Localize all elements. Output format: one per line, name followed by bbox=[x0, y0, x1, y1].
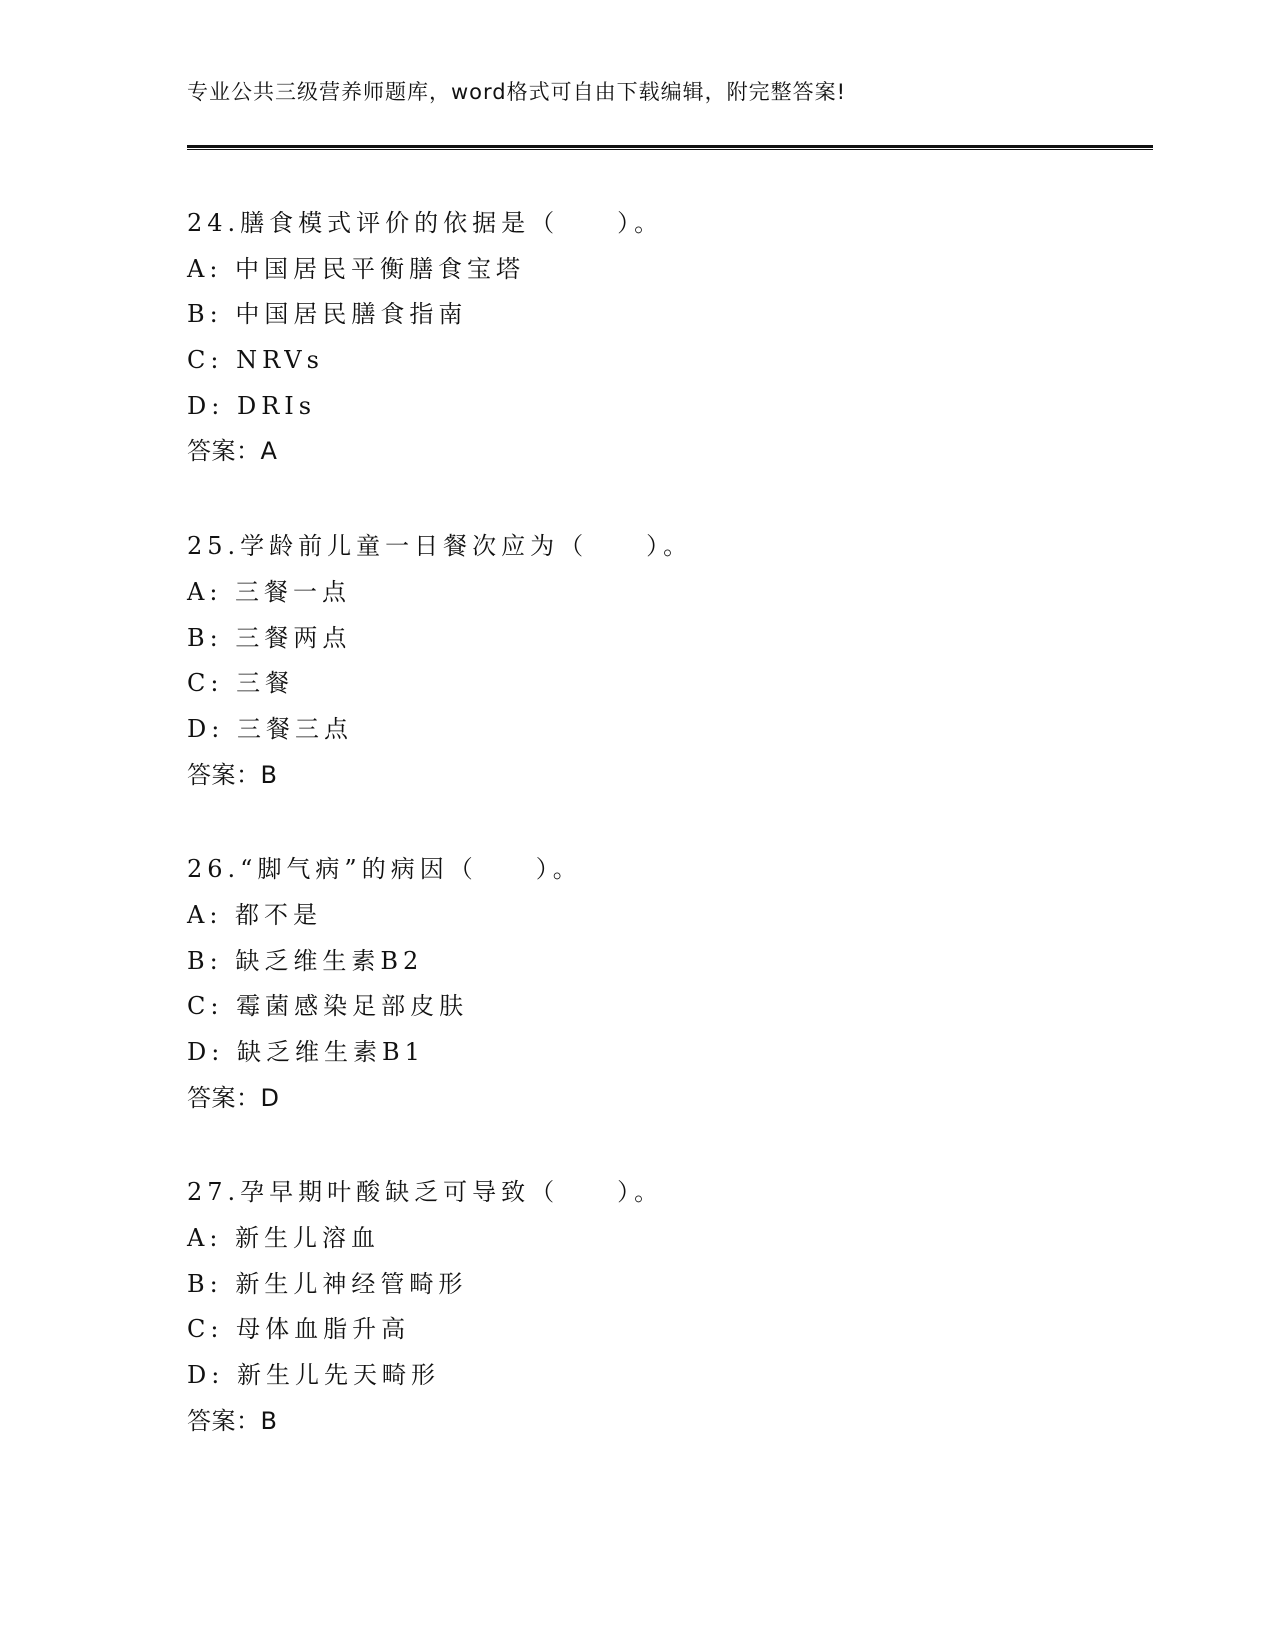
answer-line: 答案：A bbox=[187, 437, 278, 466]
answer-line: 答案：D bbox=[187, 1083, 280, 1112]
option-a: A: 新生儿溶血 bbox=[187, 1224, 381, 1253]
option-a: A: 中国居民平衡膳食宝塔 bbox=[187, 254, 526, 283]
option-c: C: NRVs bbox=[187, 346, 324, 375]
question-stem: 24.膳食模式评价的依据是（ ）。 bbox=[187, 209, 664, 237]
question-stem: 27.孕早期叶酸缺乏可导致（ ）。 bbox=[187, 1178, 664, 1207]
option-c: C: 三餐 bbox=[187, 669, 295, 698]
option-c: C: 母体血脂升高 bbox=[187, 1315, 411, 1344]
option-d: D: 三餐三点 bbox=[187, 714, 353, 743]
question-list bbox=[187, 205, 1127, 1498]
option-b: B: 中国居民膳食指南 bbox=[187, 300, 468, 329]
option-d: D: DRIs bbox=[187, 391, 317, 420]
option-b: B: 新生儿神经管畸形 bbox=[187, 1269, 468, 1298]
option-a: A: 都不是 bbox=[187, 900, 323, 929]
option-a: A: 三餐一点 bbox=[187, 577, 352, 606]
option-d: D: 缺乏维生素B1 bbox=[187, 1038, 425, 1066]
page-header: 专业公共三级营养师题库，word格式可自由下载编辑，附完整答案! bbox=[187, 80, 847, 104]
question-24 bbox=[187, 205, 1127, 479]
question-26 bbox=[187, 851, 1127, 1125]
option-b: B: 三餐两点 bbox=[187, 623, 352, 652]
option-c: C: 霉菌感染足部皮肤 bbox=[187, 992, 469, 1021]
option-b: B: 缺乏维生素B2 bbox=[187, 946, 424, 975]
option-d: D: 新生儿先天畸形 bbox=[187, 1361, 440, 1390]
question-27 bbox=[187, 1174, 1127, 1448]
question-stem: 25.学龄前儿童一日餐次应为（ ）。 bbox=[187, 532, 693, 561]
answer-line: 答案：B bbox=[187, 1406, 278, 1435]
answer-line: 答案：B bbox=[187, 760, 278, 789]
question-25 bbox=[187, 528, 1127, 802]
header-divider bbox=[187, 145, 1153, 150]
question-stem: 26.“脚气病”的病因（ ）。 bbox=[187, 855, 582, 884]
